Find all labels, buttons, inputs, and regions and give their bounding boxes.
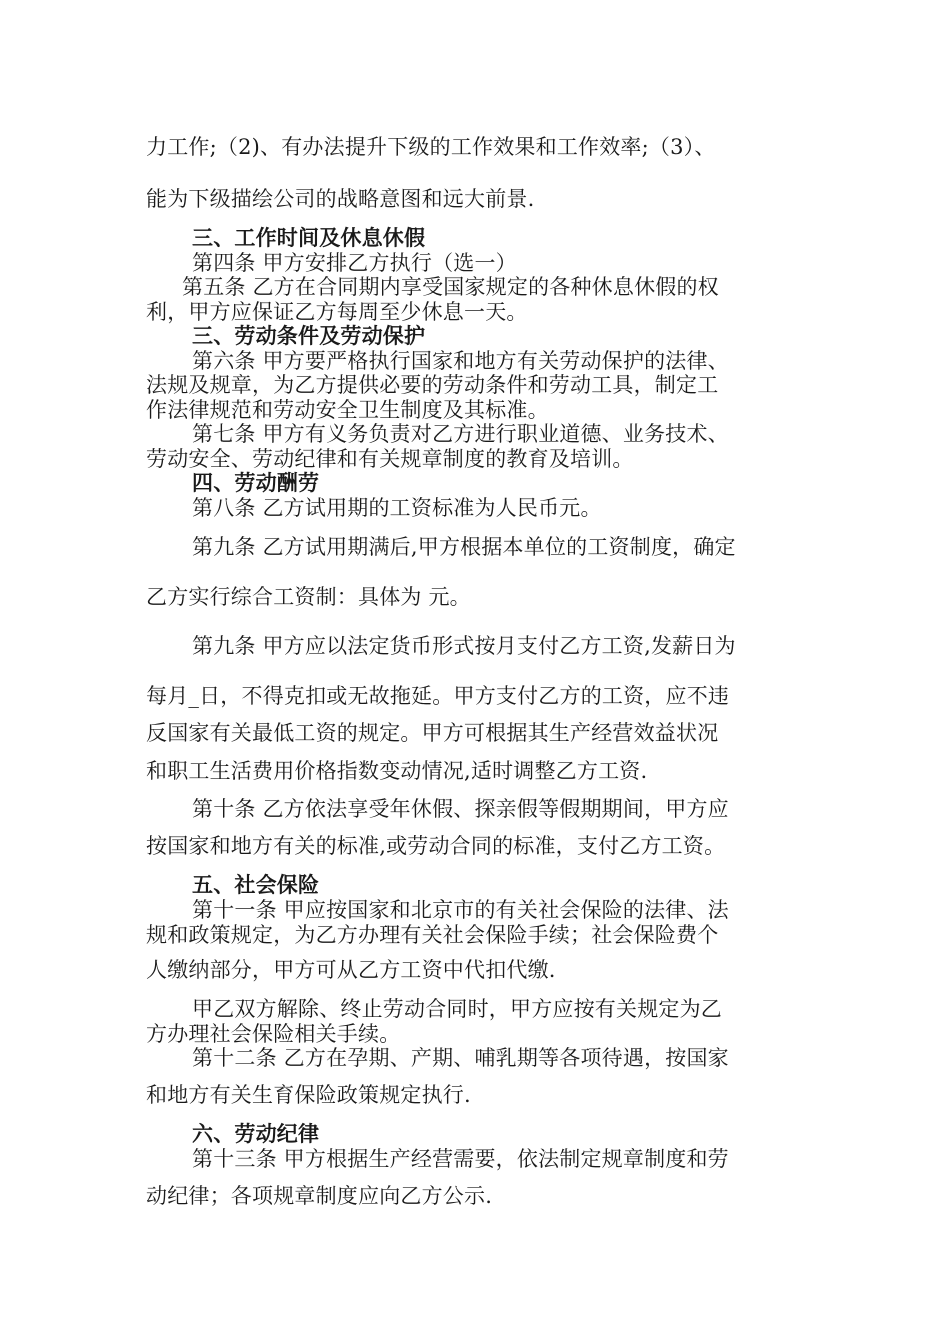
body-text-line: 人缴纳部分，甲方可从乙方工资中代扣代缴. (146, 958, 556, 982)
body-text-line: 利，甲方应保证乙方每周至少休息一天。 (146, 300, 528, 324)
body-text-line: 反国家有关最低工资的规定。甲方可根据其生产经营效益状况 (146, 721, 719, 745)
body-text-line: 和地方有关生育保险政策规定执行. (146, 1083, 471, 1107)
article-four: 第四条 甲方安排乙方执行（选一） (192, 251, 517, 275)
body-text-line: 能为下级描绘公司的战略意图和远大前景. (146, 187, 535, 211)
section-heading: 六、劳动纪律 (192, 1122, 320, 1146)
body-text-line: 每月_日，不得克扣或无故拖延。甲方支付乙方的工资，应不违 (146, 684, 730, 708)
body-text-line: 和职工生活费用价格指数变动情况,适时调整乙方工资. (146, 759, 648, 783)
article-eleven: 第十一条 甲应按国家和北京市的有关社会保险的法律、法 (192, 898, 729, 922)
section-heading: 四、劳动酬劳 (192, 471, 320, 495)
body-text-line: 甲乙双方解除、终止劳动合同时，甲方应按有关规定为乙 (192, 997, 722, 1021)
body-text-line: 按国家和地方有关的标准,或劳动合同的标准，支付乙方工资。 (146, 834, 726, 858)
article-six: 第六条 甲方要严格执行国家和地方有关劳动保护的法律、 (192, 349, 729, 373)
article-thirteen: 第十三条 甲方根据生产经营需要，依法制定规章制度和劳 (192, 1147, 729, 1171)
article-five: 第五条 乙方在合同期内享受国家规定的各种休息休假的权 (182, 275, 719, 299)
body-text-line: 劳动安全、劳动纪律和有关规章制度的教育及培训。 (146, 447, 634, 471)
article-nine-b: 第九条 甲方应以法定货币形式按月支付乙方工资,发薪日为 (192, 634, 736, 658)
section-heading: 三、劳动条件及劳动保护 (192, 324, 426, 348)
article-twelve: 第十二条 乙方在孕期、产期、哺乳期等各项待遇，按国家 (192, 1046, 729, 1070)
article-nine: 第九条 乙方试用期满后,甲方根据本单位的工资制度，确定 (192, 535, 736, 559)
body-text-line: 规和政策规定，为乙方办理有关社会保险手续；社会保险费个 (146, 923, 719, 947)
body-text-line: 动纪律；各项规章制度应向乙方公示. (146, 1184, 493, 1208)
body-text-line: 作法律规范和劳动安全卫生制度及其标准。 (146, 398, 549, 422)
body-text-line: 力工作;（2)、有办法提升下级的工作效果和工作效率;（3）、 (146, 135, 716, 159)
article-eight: 第八条 乙方试用期的工资标准为人民币元。 (192, 496, 602, 520)
body-text-line: 方办理社会保险相关手续。 (146, 1022, 401, 1046)
article-seven: 第七条 甲方有义务负责对乙方进行职业道德、业务技术、 (192, 422, 729, 446)
article-ten: 第十条 乙方依法享受年休假、探亲假等假期期间，甲方应 (192, 797, 729, 821)
body-text-line: 法规及规章，为乙方提供必要的劳动条件和劳动工具，制定工 (146, 373, 719, 397)
section-heading: 三、工作时间及休息休假 (192, 226, 426, 250)
body-text-line: 乙方实行综合工资制：具体为 元。 (146, 585, 471, 609)
section-heading: 五、社会保险 (192, 873, 320, 897)
